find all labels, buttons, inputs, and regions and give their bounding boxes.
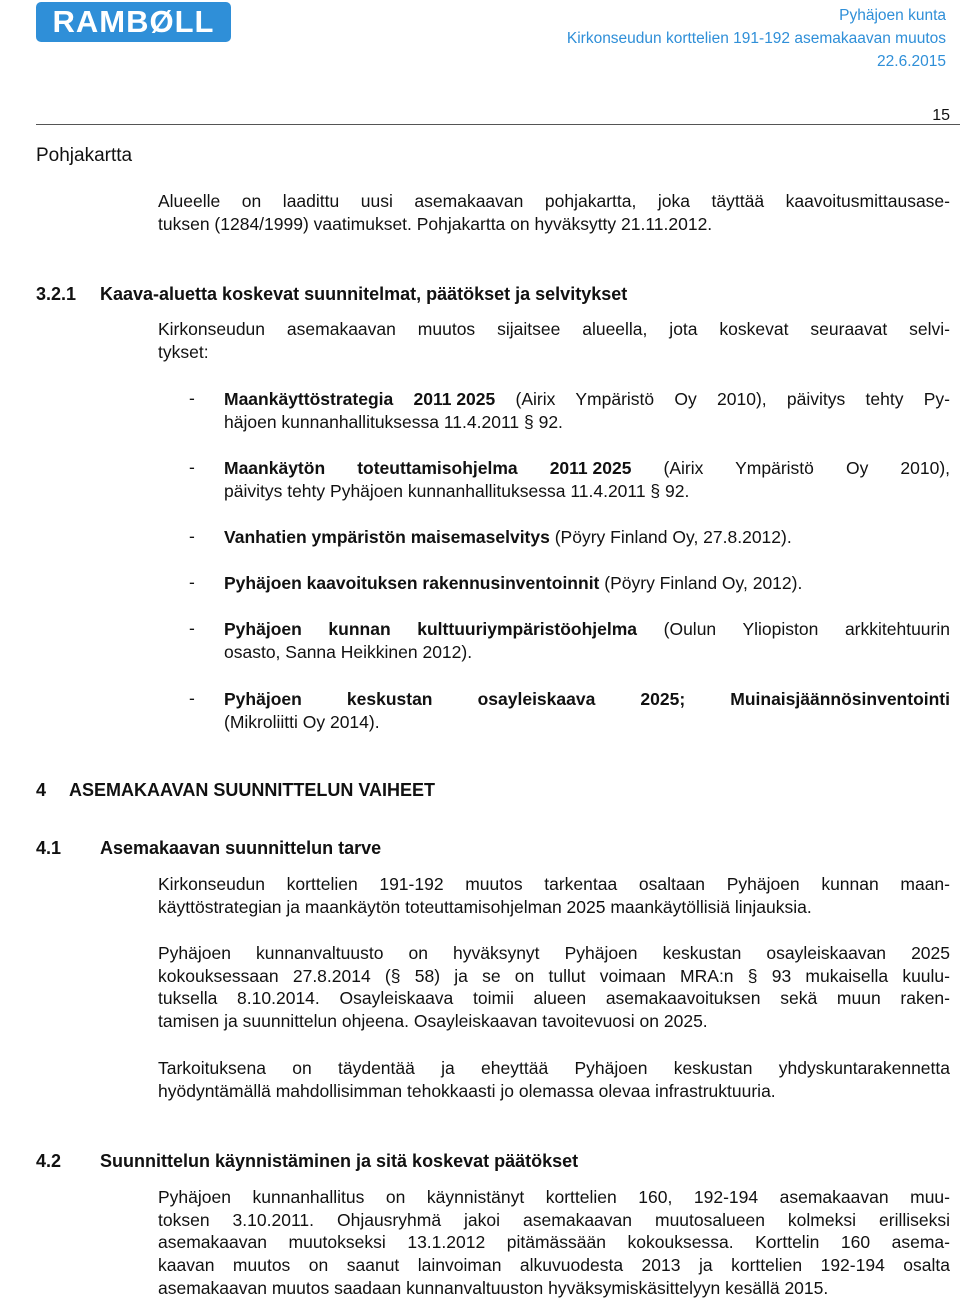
item-bold: Pyhäjoen kaavoituksen rakennusinventoinnit [224,573,600,593]
text-line: Alueelle on laadittu uusi asemakaavan pohjakartta, joka täyttää kaavoitusmittausase- [158,191,950,211]
item-line2: päivitys tehty Pyhäjoen kunnanhallituksessa 11.4.2011 § 92. [224,480,690,501]
item-rest: (Oulun Yliopiston arkkitehtuurin [637,619,950,639]
item-line2: (Mikroliitti Oy 2014). [224,711,380,732]
item-bold: Pyhäjoen kunnan kulttuuriympäristöohjelma [224,619,638,639]
section-41-title: Asemakaavan suunnittelun tarve [100,838,382,858]
section-4-title: ASEMAKAAVAN SUUNNITTELUN VAIHEET [69,780,436,800]
text-line: tuksella 8.10.2014. Osayleiskaava toimii alueen asemakaavoituksen sekä muun raken- [158,988,950,1009]
text-line: hyödyntämällä mahdollisimman tehokkaasti jo olemassa olevaa infrastruktuuria. [158,1080,776,1101]
pohjakartta-heading: Pohjakartta [36,145,133,166]
list-item [224,526,950,549]
text-line: asemakaavan muutokseksi 13.1.2012 pitämässään kokouksessa. Korttelin 160 asema- [158,1232,950,1253]
text-line: asemakaavan muutos saadaan kunnanvaltuuston hyväksymiskäsittelyyn kesällä 2015. [158,1277,829,1298]
item-rest: (Airix Ympäristö Oy 2010), [631,458,951,478]
header-divider [36,124,960,125]
text-line: toksen 3.10.2011. Ohjausryhmä jakoi asemakaavan muutosalueen kolmeksi erilliseksi [158,1209,950,1230]
item-rest: (Pöyry Finland Oy, 27.8.2012). [549,527,792,547]
text-line: Tarkoituksena on täydentää ja eheyttää Pyhäjoen keskustan yhdyskuntarakennetta [158,1058,950,1078]
header-org: Pyhäjoen kunta [839,7,946,24]
pohjakartta-text [158,190,950,235]
list-dash: - [189,618,195,638]
text-line: tamisen ja suunnittelun ohjeena. Osayleiskaavan tavoitevuosi on 2025. [158,1011,708,1032]
item-bold: Maankäyttöstrategia 2011 2025 [224,389,496,409]
item-line2: häjoen kunnanhallituksessa 11.4.2011 § 92. [224,411,563,432]
item-rest: (Airix Ympäristö Oy 2010), päivitys tehty Py- [495,389,951,409]
item-bold: Maankäytön toteuttamisohjelma 2011 2025 [224,458,632,478]
list-dash: - [189,688,195,708]
section-4-number: 4 [36,780,47,800]
list-item [224,388,950,433]
list-dash: - [189,526,195,546]
text-line: kaavan muutos on saanut lainvoiman alkuvuodesta 2013 ja korttelien 192-194 osalta [158,1255,950,1276]
text-line: Pyhäjoen kunnanvaltuusto on hyväksynyt Pyhäjoen keskustan osayleiskaavan 2025 [158,943,950,963]
section-41-number: 4.1 [36,838,62,858]
item-bold: Vanhatien ympäristön maisemaselvitys [224,527,550,547]
section-42-title: Suunnittelun käynnistäminen ja sitä koskevat päätökset [100,1151,579,1171]
list-item [224,618,950,663]
section-41-p1 [158,873,950,918]
section-42-number: 4.2 [36,1151,62,1171]
list-dash: - [189,457,195,477]
section-41-p3 [158,1057,950,1102]
section-321-number: 3.2.1 [36,284,77,304]
text-line: Kirkonseudun korttelien 191-192 muutos tarkentaa osaltaan Pyhäjoen kunnan maan- [158,874,950,894]
section-321-title: Kaava-aluetta koskevat suunnitelmat, päätökset ja selvitykset [100,284,628,304]
header-date: 22.6.2015 [877,53,946,70]
text-line: käyttöstrategian ja maankäytön toteuttamisohjelman 2025 maankäytöllisiä linjauksia. [158,896,812,917]
item-bold: Pyhäjoen keskustan osayleiskaava 2025; Muinaisjäännösinventointi [224,689,950,709]
header-doc-title: Kirkonseudun korttelien 191-192 asemakaavan muutos [566,30,946,47]
text-line: Kirkonseudun asemakaavan muutos sijaitsee alueella, jota koskevat seuraavat selvi- [158,319,950,339]
item-line2: osasto, Sanna Heikkinen 2012). [224,641,473,662]
section-41-p2 [158,942,950,1033]
page-number: 15 [932,107,950,124]
list-item [224,688,950,733]
text-line: Pyhäjoen kunnanhallitus on käynnistänyt korttelien 160, 192-194 asemakaavan muu- [158,1187,950,1207]
text-line: kokouksessaan 27.8.2014 (§ 58) ja se on tullut voimaan MRA:n § 93 mukaisella kuulu- [158,965,950,986]
section-321-intro [158,318,950,363]
list-item [224,572,950,595]
ramboll-logo: RAMBØLL [36,2,231,42]
item-rest: (Pöyry Finland Oy, 2012). [599,573,803,593]
text-line: tuksen (1284/1999) vaatimukset. Pohjakartta on hyväksytty 21.11.2012. [158,213,713,234]
list-dash: - [189,388,195,408]
list-dash: - [189,572,195,592]
section-42-p1 [158,1186,950,1300]
list-item [224,457,950,502]
text-line: tykset: [158,341,209,362]
